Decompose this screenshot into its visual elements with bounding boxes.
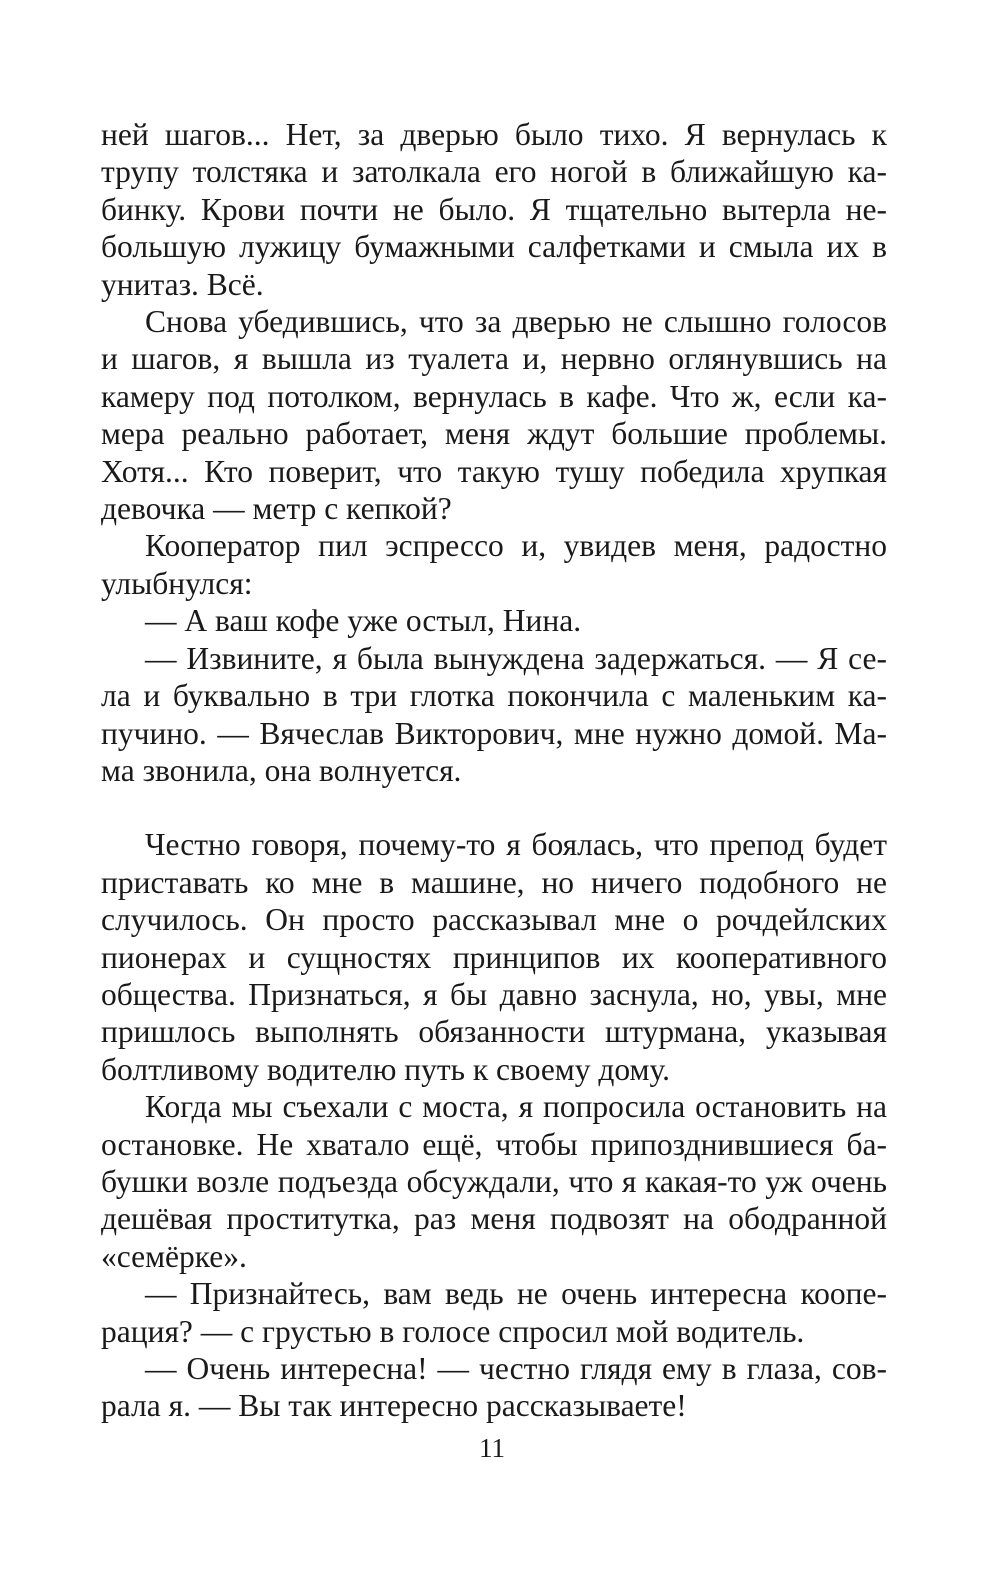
paragraph-2: Снова убедившись, что за дверью не слышно голосов и шагов, я вышла из туалета и, нервно оглянувшись на камеру под потолком, вернулась в кафе. Что ж, если камера реально работает, меня ждут большие проблемы. Хотя... Кто поверит, что такую тушу победила хрупкая девочка — метр с кепкой? <box>101 304 887 527</box>
paragraph-5: — Извините, я была вынуждена задержаться. — Я села и буквально в три глотка покончила с маленьким капучино. — Вячеслав Викторович, мне нужно домой. Мама звонила, она волнуется. <box>101 640 887 788</box>
paragraph-3: Кооператор пил эспрессо и, увидев меня, радостно улыбнулся: <box>101 528 887 601</box>
paragraph-6: Честно говоря, почему-то я боялась, что препод будет приставать ко мне в машине, но ничего подобного не случилось. Он просто рассказывал мне о рочдейлских пионерах и сущностях принципов их кооперативного общества. Признаться, я бы давно заснула, но, увы, мне пришлось выполнять обязанности штурмана, указывая болтливому водителю путь к своему дому. <box>101 827 887 1087</box>
paragraph-4: — А ваш кофе уже остыл, Нина. <box>145 603 582 639</box>
paragraph-1: ней шагов... Нет, за дверью было тихо. Я вернулась к трупу толстяка и затолкала его ногой в ближайшую кабинку. Крови почти не было. Я тщательно вытерла небольшую лужицу бумажными салфетками и смыла их в унитаз. Всё. <box>101 117 887 302</box>
paragraph-8: — Признайтесь, вам ведь не очень интересна кооперация? — с грустью в голосе спросил мой водитель. <box>101 1276 887 1349</box>
paragraph-7: Когда мы съехали с моста, я попросила остановить на остановке. Не хватало ещё, чтобы припозднившиеся бабушки возле подъезда обсуждали, что я какая-то уж очень дешёвая проститутка, раз меня подвозят на ободранной «семёрке». <box>101 1089 887 1274</box>
paragraph-9: — Очень интересна! — честно глядя ему в глаза, соврала я. — Вы так интересно рассказываете! <box>101 1351 887 1424</box>
page-number: 11 <box>479 1433 505 1463</box>
page-body <box>101 116 887 1425</box>
